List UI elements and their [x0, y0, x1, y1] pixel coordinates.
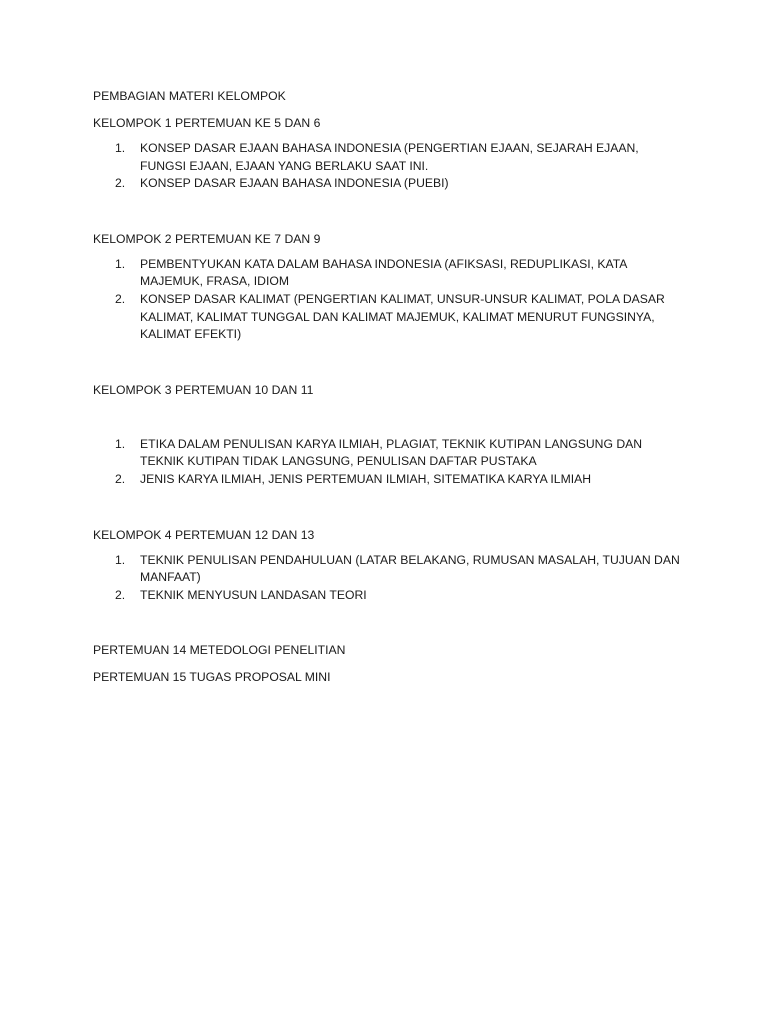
section-spacer [93, 489, 693, 526]
list-item-number: 2. [115, 587, 126, 602]
list-item-number: 2. [115, 291, 126, 306]
section-spacer [93, 193, 693, 230]
group-4-heading: KELOMPOK 4 PERTEMUAN 12 DAN 13 [93, 527, 315, 542]
group-1-heading: KELOMPOK 1 PERTEMUAN KE 5 DAN 6 [93, 116, 321, 130]
group-3-list [93, 436, 693, 489]
line-spacer [93, 659, 693, 668]
list-item-text: KONSEP DASAR KALIMAT (PENGERTIAN KALIMAT, UNSUR-UNSUR KALIMAT, POLA DASAR KALIMAT, KALIMAT TUNGGAL DAN KALIMAT MAJEMUK, KALIMAT MENURUT FUNGSINYA, KALIMAT EFEKTI) [140, 291, 665, 342]
closing-line-2: PERTEMUAN 15 TUGAS PROPOSAL MINI [93, 670, 331, 685]
list-item-text: JENIS KARYA ILMIAH, JENIS PERTEMUAN ILMIAH, SITEMATIKA KARYA ILMIAH [140, 471, 592, 486]
list-item [93, 140, 685, 175]
section-spacer [93, 344, 693, 381]
list-item [93, 175, 685, 193]
group-2-list [93, 256, 693, 344]
list-item-text: KONSEP DASAR EJAAN BAHASA INDONESIA (PUEBI) [140, 176, 449, 191]
list-item-text: TEKNIK MENYUSUN LANDASAN TEORI [140, 587, 367, 602]
list-item [93, 471, 685, 489]
list-item-number: 1. [115, 256, 126, 271]
list-item-text: PEMBENTYUKAN KATA DALAM BAHASA INDONESIA (AFIKSASI, REDUPLIKASI, KATA MAJEMUK, FRASA, IDIOM [140, 256, 627, 289]
section-spacer [93, 604, 693, 641]
list-item [93, 436, 685, 471]
document-body [93, 87, 693, 686]
list-item-number: 1. [115, 436, 126, 451]
list-item-text: KONSEP DASAR EJAAN BAHASA INDONESIA (PENGERTIAN EJAAN, SEJARAH EJAAN, FUNGSI EJAAN, EJAAN YANG BERLAKU SAAT INI. [140, 141, 639, 173]
list-item [93, 256, 685, 291]
list-item-text: TEKNIK PENULISAN PENDAHULUAN (LATAR BELAKANG, RUMUSAN MASALAH, TUJUAN DAN MANFAAT) [140, 552, 680, 585]
closing-line-1: PERTEMUAN 14 METEDOLOGI PENELITIAN [93, 643, 346, 658]
list-item [93, 587, 685, 605]
list-item-number: 1. [115, 141, 126, 155]
list-item [93, 291, 685, 344]
list-item-number: 2. [115, 471, 126, 486]
section-spacer [93, 407, 693, 436]
document-title: PEMBAGIAN MATERI KELOMPOK [93, 89, 286, 103]
group-3-heading: KELOMPOK 3 PERTEMUAN 10 DAN 11 [93, 382, 314, 397]
list-item-number: 2. [115, 176, 126, 191]
list-item-number: 1. [115, 552, 126, 567]
list-item-text: ETIKA DALAM PENULISAN KARYA ILMIAH, PLAGIAT, TEKNIK KUTIPAN LANGSUNG DAN TEKNIK KUTIPAN TIDAK LANGSUNG, PENULISAN DAFTAR PUSTAKA [140, 436, 643, 469]
group-1-list [93, 140, 693, 193]
list-item [93, 552, 685, 587]
group-2-heading: KELOMPOK 2 PERTEMUAN KE 7 DAN 9 [93, 231, 321, 246]
group-4-list [93, 552, 693, 605]
